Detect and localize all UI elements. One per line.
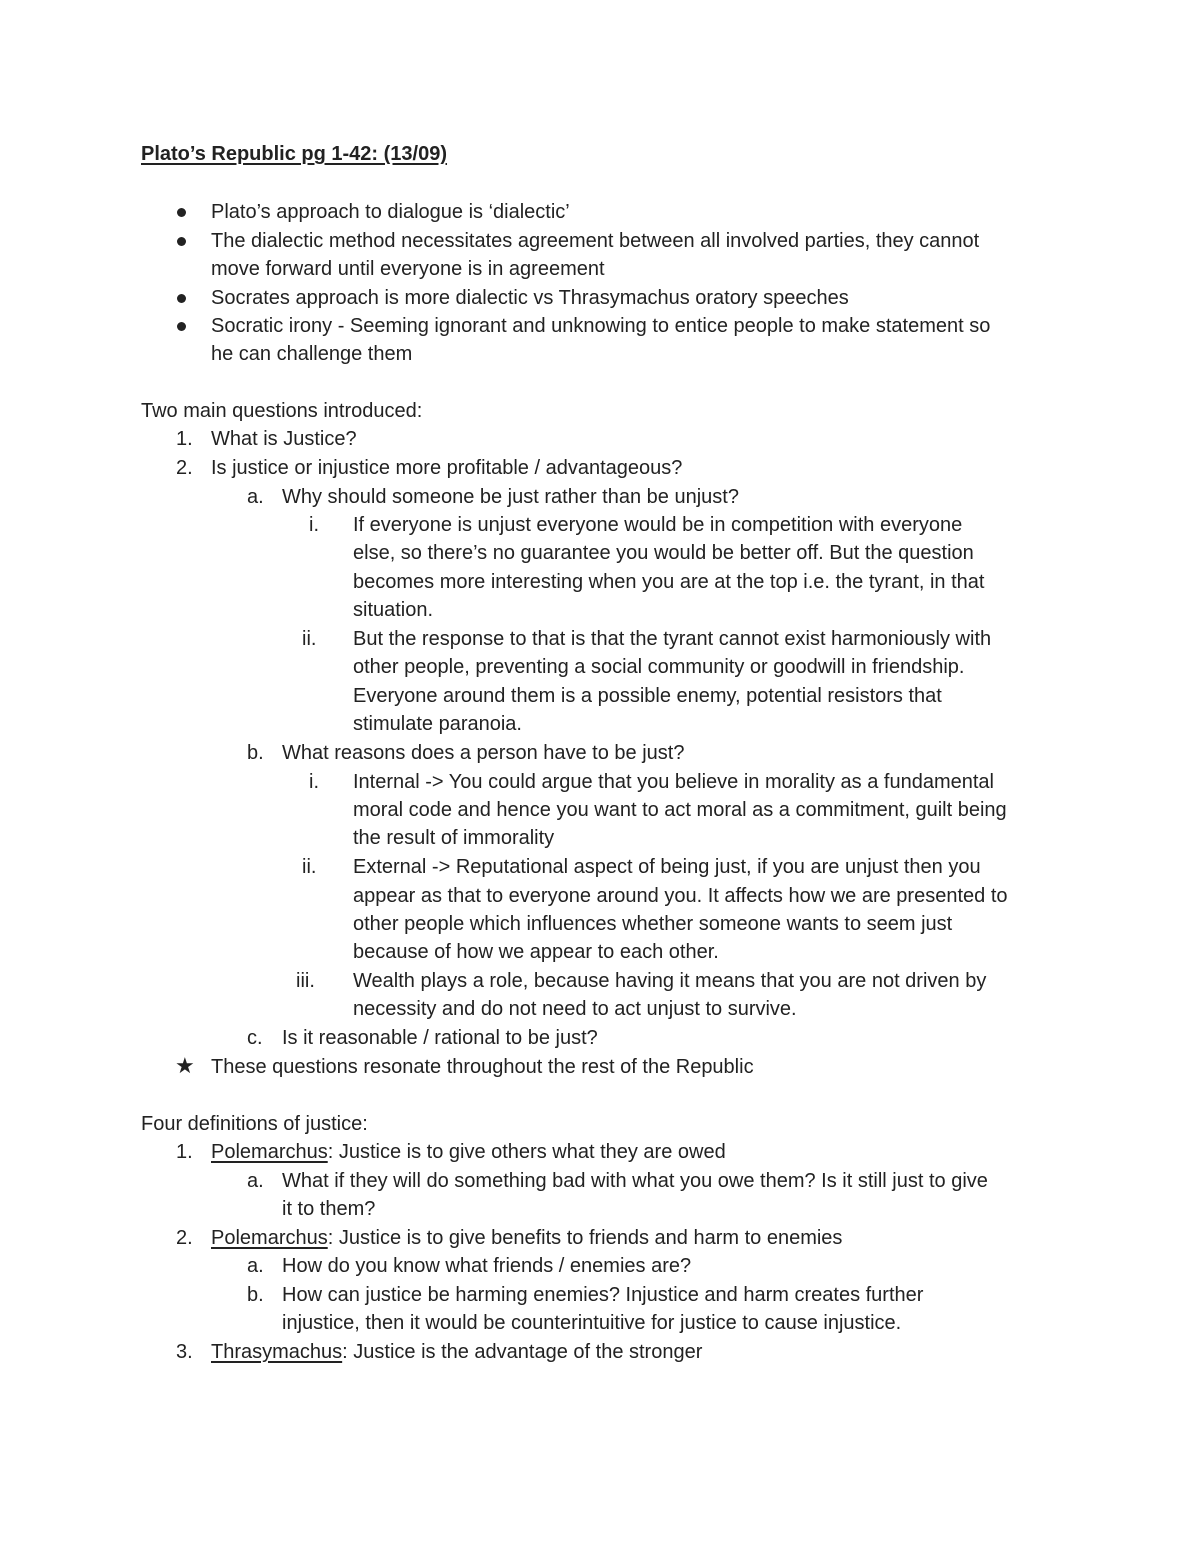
list-item-text: If everyone is unjust everyone would be in competition with everyone xyxy=(353,514,963,536)
list-item-text: Internal -> You could argue that you believe in morality as a fundamental xyxy=(353,771,994,793)
definition-text: : Justice is the advantage of the stronger xyxy=(342,1341,703,1363)
bullet-text: move forward until everyone is in agreement xyxy=(211,258,605,280)
speaker-name: Polemarchus xyxy=(211,1141,328,1163)
list-roman: i. xyxy=(309,514,319,536)
bullet-text: The dialectic method necessitates agreement between all involved parties, they cannot xyxy=(211,230,980,252)
list-item-text: Everyone around them is a possible enemy, potential resistors that xyxy=(353,685,942,707)
section-heading: Two main questions introduced: xyxy=(141,400,423,422)
bullet-dot-icon xyxy=(177,208,186,217)
definition-item xyxy=(211,1224,842,1252)
list-item-text: else, so there’s no guarantee you would be better off. But the question xyxy=(353,542,974,564)
definition-text: : Justice is to give others what they are owed xyxy=(327,1141,726,1163)
list-letter: a. xyxy=(247,1170,264,1192)
list-item-text: stimulate paranoia. xyxy=(353,713,522,735)
list-item-text: appear as that to everyone around you. It affects how we are presented to xyxy=(353,885,1008,907)
list-item-text: because of how we appear to each other. xyxy=(353,941,719,963)
list-item-text: Why should someone be just rather than be unjust? xyxy=(282,486,739,508)
list-roman: iii. xyxy=(296,970,315,992)
list-item-text: What if they will do something bad with what you owe them? Is it still just to give xyxy=(282,1170,988,1192)
star-note-text: These questions resonate throughout the rest of the Republic xyxy=(211,1056,754,1078)
list-item-text: injustice, then it would be counterintuitive for justice to cause injustice. xyxy=(282,1312,902,1334)
definition-item xyxy=(211,1138,726,1166)
list-item-text: What is Justice? xyxy=(211,428,357,450)
bullet-text: he can challenge them xyxy=(211,343,413,365)
list-roman: i. xyxy=(309,771,319,793)
list-letter: a. xyxy=(247,486,264,508)
list-item-text: Is justice or injustice more profitable / advantageous? xyxy=(211,457,683,479)
list-item-text: situation. xyxy=(353,599,434,621)
definition-item xyxy=(211,1338,702,1366)
star-icon: ★ xyxy=(175,1053,195,1078)
list-letter: b. xyxy=(247,742,264,764)
list-item-text: External -> Reputational aspect of being just, if you are unjust then you xyxy=(353,856,981,878)
speaker-name: Thrasymachus xyxy=(211,1341,343,1363)
list-item-text: What reasons does a person have to be just? xyxy=(282,742,685,764)
list-item-text: other people, preventing a social community or goodwill in friendship. xyxy=(353,656,965,678)
bullet-dot-icon xyxy=(177,322,186,331)
list-item-text: Wealth plays a role, because having it means that you are not driven by xyxy=(353,970,987,992)
list-item-text: moral code and hence you want to act moral as a commitment, guilt being xyxy=(353,799,1007,821)
list-item-text: Is it reasonable / rational to be just? xyxy=(282,1027,598,1049)
list-letter: c. xyxy=(247,1027,263,1049)
page-title: Plato’s Republic pg 1-42: (13/09) xyxy=(141,143,448,165)
list-letter: b. xyxy=(247,1284,264,1306)
list-roman: ii. xyxy=(302,856,317,878)
list-item-text: the result of immorality xyxy=(353,827,555,849)
list-item-text: How do you know what friends / enemies are? xyxy=(282,1255,692,1277)
list-item-text: it to them? xyxy=(282,1198,376,1220)
list-item-text: other people which influences whether someone wants to seem just xyxy=(353,913,953,935)
bullet-text: Socrates approach is more dialectic vs Thrasymachus oratory speeches xyxy=(211,287,849,309)
list-letter: a. xyxy=(247,1255,264,1277)
bullet-text: Socratic irony - Seeming ignorant and unknowing to entice people to make statement so xyxy=(211,315,991,337)
list-number: 2. xyxy=(176,1227,193,1249)
list-item-text: How can justice be harming enemies? Injustice and harm creates further xyxy=(282,1284,924,1306)
speaker-name: Polemarchus xyxy=(211,1227,328,1249)
list-item-text: becomes more interesting when you are at the top i.e. the tyrant, in that xyxy=(353,571,985,593)
list-number: 1. xyxy=(176,428,193,450)
definition-text: : Justice is to give benefits to friends and harm to enemies xyxy=(327,1227,843,1249)
list-item-text: necessity and do not need to act unjust to survive. xyxy=(353,998,797,1020)
list-number: 3. xyxy=(176,1341,193,1363)
bullet-dot-icon xyxy=(177,237,186,246)
bullet-text: Plato’s approach to dialogue is ‘dialectic’ xyxy=(211,201,570,223)
section-heading: Four definitions of justice: xyxy=(141,1113,368,1135)
list-number: 1. xyxy=(176,1141,193,1163)
list-number: 2. xyxy=(176,457,193,479)
bullet-dot-icon xyxy=(177,294,186,303)
list-item-text: But the response to that is that the tyrant cannot exist harmoniously with xyxy=(353,628,992,650)
list-roman: ii. xyxy=(302,628,317,650)
